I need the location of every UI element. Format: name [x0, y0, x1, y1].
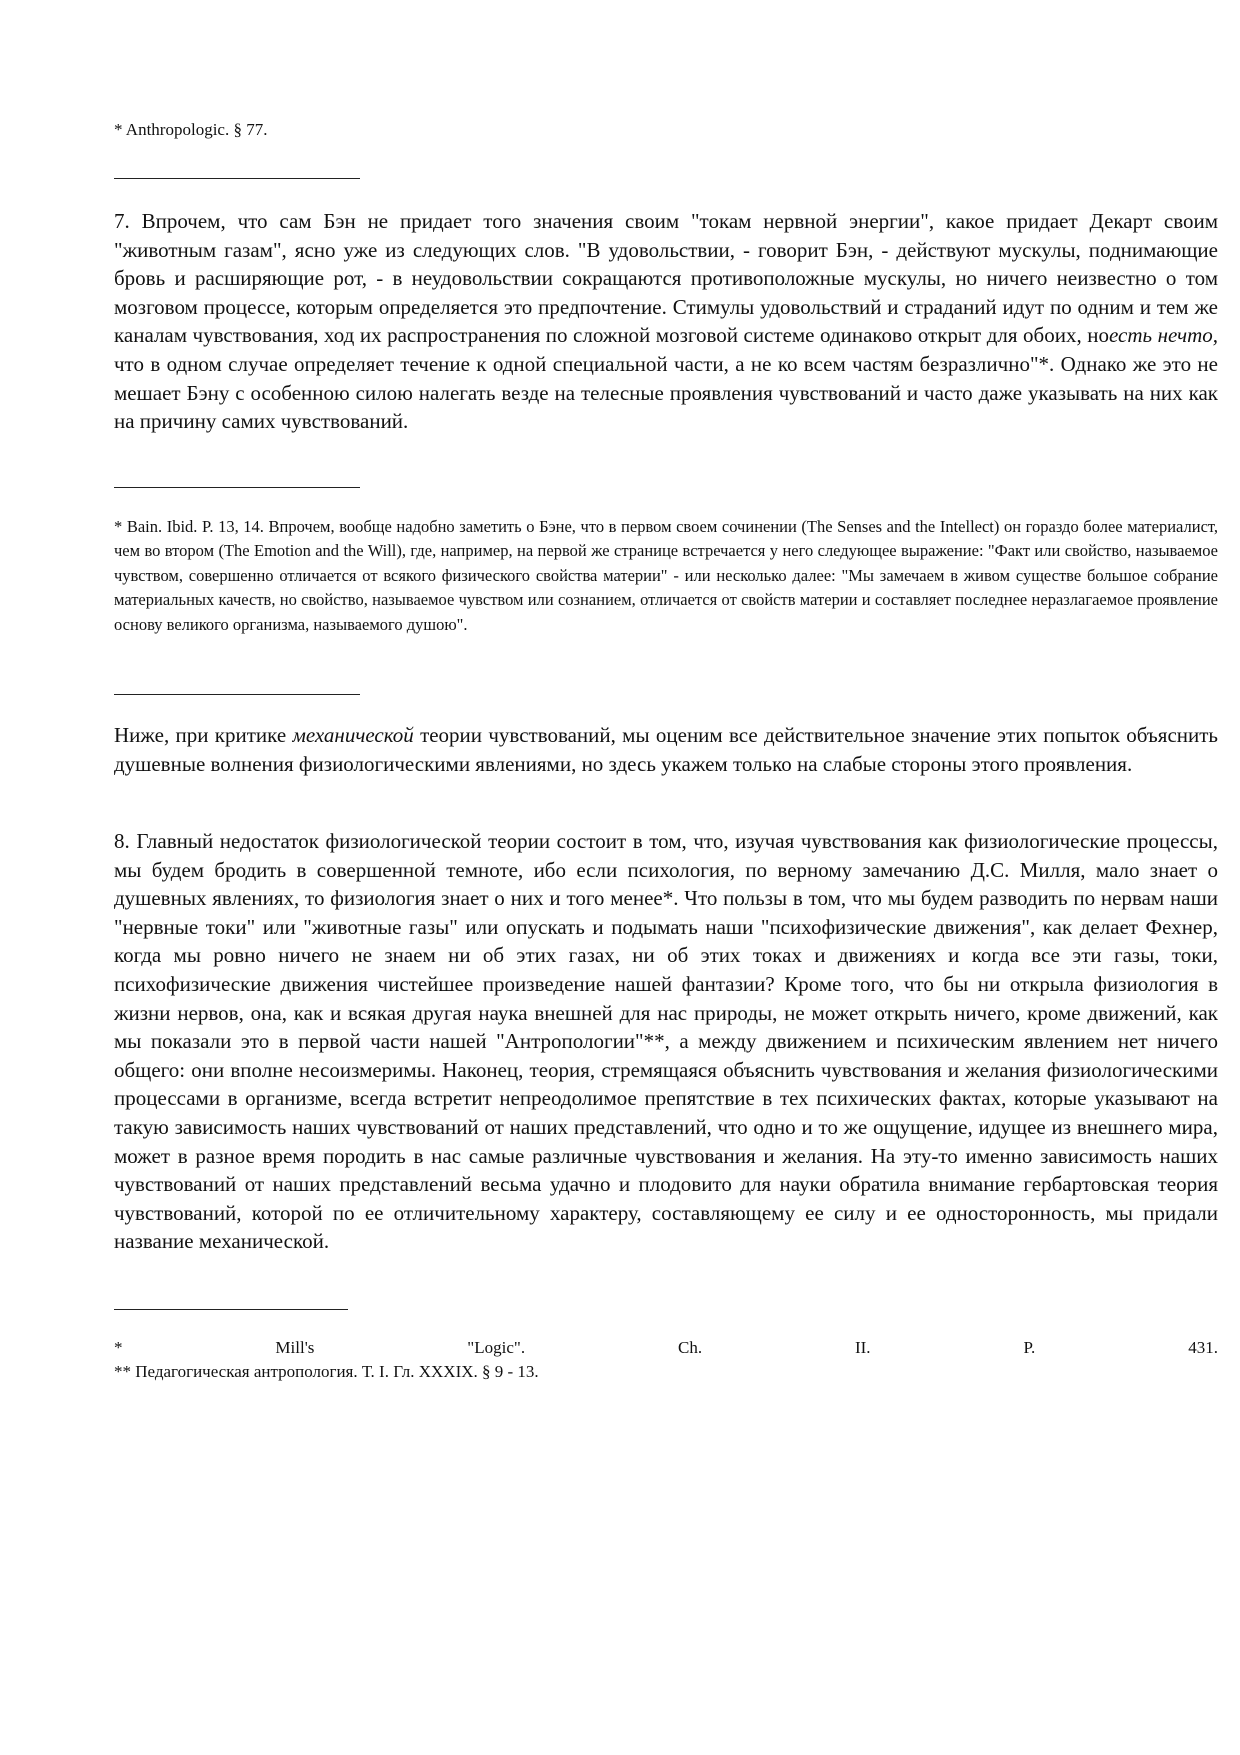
- paragraph-mechanical-emphasis: механической: [292, 723, 414, 747]
- mill-footnote-part: Ch.: [677, 1338, 703, 1357]
- mill-footnote-part: *: [114, 1338, 123, 1357]
- paragraph-8: 8. Главный недостаток физиологической теории состоит в том, что, изучая чувствования как физиологические процессы, мы будем бродить в совершенной темноте, ибо если психология, по верному замечанию Д.С. Милля, мало знает о душевных явлениях, то физиология знает о них и того менее*. Что пользы в том, что мы будем разводить по нервам наши "нервные токи" или "животные газы" или опускать и подымать наши "психофизические движения", как делает Фехнер, когда мы ровно ничего не знаем ни об этих газах, ни об этих токах и движениях и когда все эти газы, токи, психофизические движения чистейшее произведение нашей фантазии? Кроме того, что бы ни открыла физиология в жизни нервов, она, как и всякая другая наука внешней для нас природы, не может открыть ничего, кроме движений, как мы показали это в первой части нашей "Антропологии"**, а между движением и психическим явлением нет ничего общего: они вполне несоизмеримы. Наконец, теория, стремящаяся объяснить чувствования и желания физиологическими процессами в организме, всегда встретит непреодолимое препятствие в тех психических фактах, которые указывают на такую зависимость наших чувствований от наших представлений, что одно и то же ощущение, идущее из внешнего мира, может в разное время породить в нас самые различные чувствования и желания. На эту-то именно зависимость наших чувствований от наших представлений весьма удачно и плодовито для науки обратила внимание гербартовская теория чувствований, которой по ее отличительному характеру, составляющему ее силу и ее односторонность, мы придали название механической.: [114, 829, 1218, 1254]
- mill-footnote-part: II.: [854, 1338, 871, 1357]
- paragraph-7-emphasis: есть нечто,: [1109, 323, 1218, 348]
- paragraph-mechanical: [114, 721, 1218, 778]
- paragraph-7: [114, 207, 1218, 436]
- mill-footnote-part: 431.: [1188, 1338, 1218, 1357]
- mill-footnote-part: "Logic".: [467, 1338, 526, 1357]
- footnote-separator: [114, 178, 360, 179]
- mill-footnote-part: P.: [1023, 1338, 1036, 1357]
- paragraph-7-text: 7. Впрочем, что сам Бэн не придает того значения своим "токам нервной энергии", какое придает Декарт своим "животным газам", ясно уже из следующих слов. "В удовольствии, - говорит Бэн, - действуют мускулы, поднимающие бровь и расширяющие рот, - в неудовольствии сокращаются противоположные мускулы, но ничего неизвестно о том мозговом процессе, которым определяется это предпочтение. Стимулы удовольствий и страданий идут по одним и тем же каналам чувствования, ход их распространения по сложной мозговой системе одинаково открыт для обоих, но: [114, 209, 1218, 348]
- footnote-separator: [114, 1309, 348, 1310]
- footnote-separator: [114, 487, 360, 488]
- paragraph-mechanical-text-end: теории чувствований, мы оценим все действительное значение этих попыток объяснить душевные волнения физиологическими явлениями, но здесь укажем только на слабые стороны этого проявления.: [114, 723, 1218, 776]
- mill-footnote: [114, 1338, 1218, 1358]
- paragraph-7-text-end: что в одном случае определяет течение к одной специальной части, а не ко всем частям безразлично"*. Однако же это не мешает Бэну с особенною силою налегать везде на телесные проявления чувствований и часто даже указывать на них как на причину самих чувствований.: [114, 351, 1218, 434]
- pedagogical-footnote: ** Педагогическая антропология. Т. I. Гл. XXXIX. § 9 - 13.: [114, 1362, 539, 1381]
- paragraph-mechanical-text: Ниже, при критике: [114, 723, 293, 747]
- footnote-separator: [114, 694, 360, 695]
- bain-footnote: * Bain. Ibid. P. 13, 14. Впрочем, вообще надобно заметить о Бэне, что в первом своем сочинении (The Senses and the Intellect) он гораздо более материалист, чем во втором (The Emotion and the Will), где, например, на первой же странице встречается у него следующее выражение: "Факт или свойство, называемое чувством, совершенно отличается от всякого физического свойства материи" - или несколько далее: "Мы замечаем в живом существе большое собрание материальных качеств, но свойство, называемое чувством или сознанием, отличается от свойств материи и составляет последнее неразлагаемое проявление основу великого организма, называемого душою".: [114, 517, 1218, 634]
- mill-footnote-part: Mill's: [275, 1338, 315, 1357]
- top-footnote: * Anthropologic. § 77.: [114, 120, 268, 139]
